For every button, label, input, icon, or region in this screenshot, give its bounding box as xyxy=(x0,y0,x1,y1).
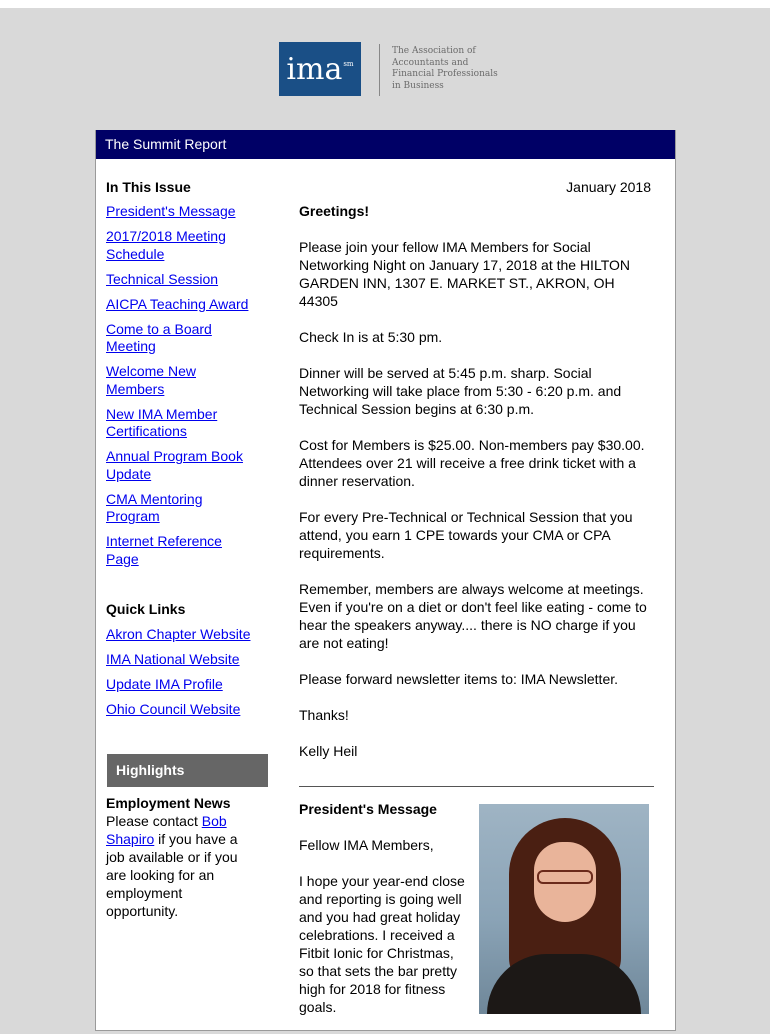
newsletter xyxy=(95,130,676,1031)
toc-link-cma-mentoring[interactable]: CMA Mentoring Program xyxy=(106,490,203,524)
toc-link-presidents-message[interactable]: President's Message xyxy=(106,203,236,219)
greeting: Greetings! xyxy=(299,203,370,219)
employment-news: Employment News Please contact Bob Shapiro if you have a job available or if you are looking for an employment opportunity. xyxy=(106,794,256,920)
paragraph: Thanks! xyxy=(299,707,349,723)
paragraph: Please forward newsletter items to: IMA Newsletter. xyxy=(299,671,619,687)
toc-link-internet-reference[interactable]: Internet Reference Page xyxy=(106,533,222,567)
toc-link-meeting-schedule[interactable]: 2017/2018 Meeting Schedule xyxy=(106,228,226,262)
paragraph: Remember, members are always welcome at meetings. Even if you're on a diet or don't feel like eating - come to hear the speakers anyway.... there is NO charge if you are not eating! xyxy=(299,581,647,651)
quick-link-update-profile[interactable]: Update IMA Profile xyxy=(106,676,223,692)
logo-divider xyxy=(379,44,380,96)
top-strip xyxy=(0,0,770,8)
toc-link-welcome-members[interactable]: Welcome New Members xyxy=(106,363,196,397)
main-content xyxy=(299,159,651,1019)
presidents-message-text xyxy=(299,836,471,1034)
paragraph: For every Pre-Technical or Technical Session that you attend, you earn 1 CPE towards your CMA or CPA requirements. xyxy=(299,509,633,561)
quick-links xyxy=(106,626,261,726)
paragraph: Dinner will be served at 5:45 p.m. sharp. Social Networking will take place from 5:30 - 6:20 p.m. and Technical Session begins at 6:30 p.m. xyxy=(299,365,622,417)
toc-link-technical-session[interactable]: Technical Session xyxy=(106,270,219,287)
paragraph: Cost for Members is $25.00. Non-members pay $30.00. xyxy=(299,437,645,453)
signature: Kelly Heil xyxy=(299,743,358,759)
quick-link-ima-national[interactable]: IMA National Website xyxy=(106,651,240,667)
newsletter-title: The Summit Report xyxy=(96,130,675,159)
presidents-message-heading: President's Message xyxy=(299,801,437,817)
quick-links-heading: Quick Links xyxy=(106,601,186,617)
quick-link-ohio-council[interactable]: Ohio Council Website xyxy=(106,701,241,717)
employment-news-title: Employment News xyxy=(106,795,231,811)
paragraph: Please join your fellow IMA Members for Social Networking Night on January 17, 2018 at the HILTON GARDEN INN, 1307 E. MARKET ST., AKRON, OH 44305 xyxy=(299,239,630,309)
toc-link-board-meeting[interactable]: Come to a Board Meeting xyxy=(106,320,212,354)
contact-bob-shapiro-link[interactable]: Bob Shapiro xyxy=(106,813,227,847)
announcement-text xyxy=(299,238,651,778)
issue-date: January 2018 xyxy=(566,179,651,195)
toc-link-program-book[interactable]: Annual Program Book Update xyxy=(106,448,243,482)
paragraph: Check In is at 5:30 pm. xyxy=(299,329,443,345)
ima-logo-mark: ima sm xyxy=(279,42,361,96)
toc-link-certifications[interactable]: New IMA Member Certifications xyxy=(106,405,218,439)
section-divider xyxy=(299,786,654,787)
logo-tagline: The Association of Accountants and Financial Professionals in Business xyxy=(392,46,498,91)
president-photo xyxy=(479,804,649,1014)
toc-link-aicpa-award[interactable]: AICPA Teaching Award xyxy=(106,295,249,312)
salutation: Fellow IMA Members, xyxy=(299,837,434,853)
paragraph: I hope your year-end close and reporting is going well and you had great holiday celebrations. I received a Fitbit Ionic for Christmas, so that sets the bar pretty high for 2018 for fitness goals. xyxy=(299,873,465,1015)
table-of-contents xyxy=(106,203,256,576)
quick-link-akron-chapter[interactable]: Akron Chapter Website xyxy=(106,626,251,642)
paragraph: Attendees over 21 will receive a free drink ticket with a dinner reservation. xyxy=(299,455,636,489)
sidebar xyxy=(96,159,271,1019)
highlights-heading: Highlights xyxy=(107,754,268,787)
in-this-issue-heading: In This Issue xyxy=(106,179,191,195)
ima-logo xyxy=(279,42,499,98)
